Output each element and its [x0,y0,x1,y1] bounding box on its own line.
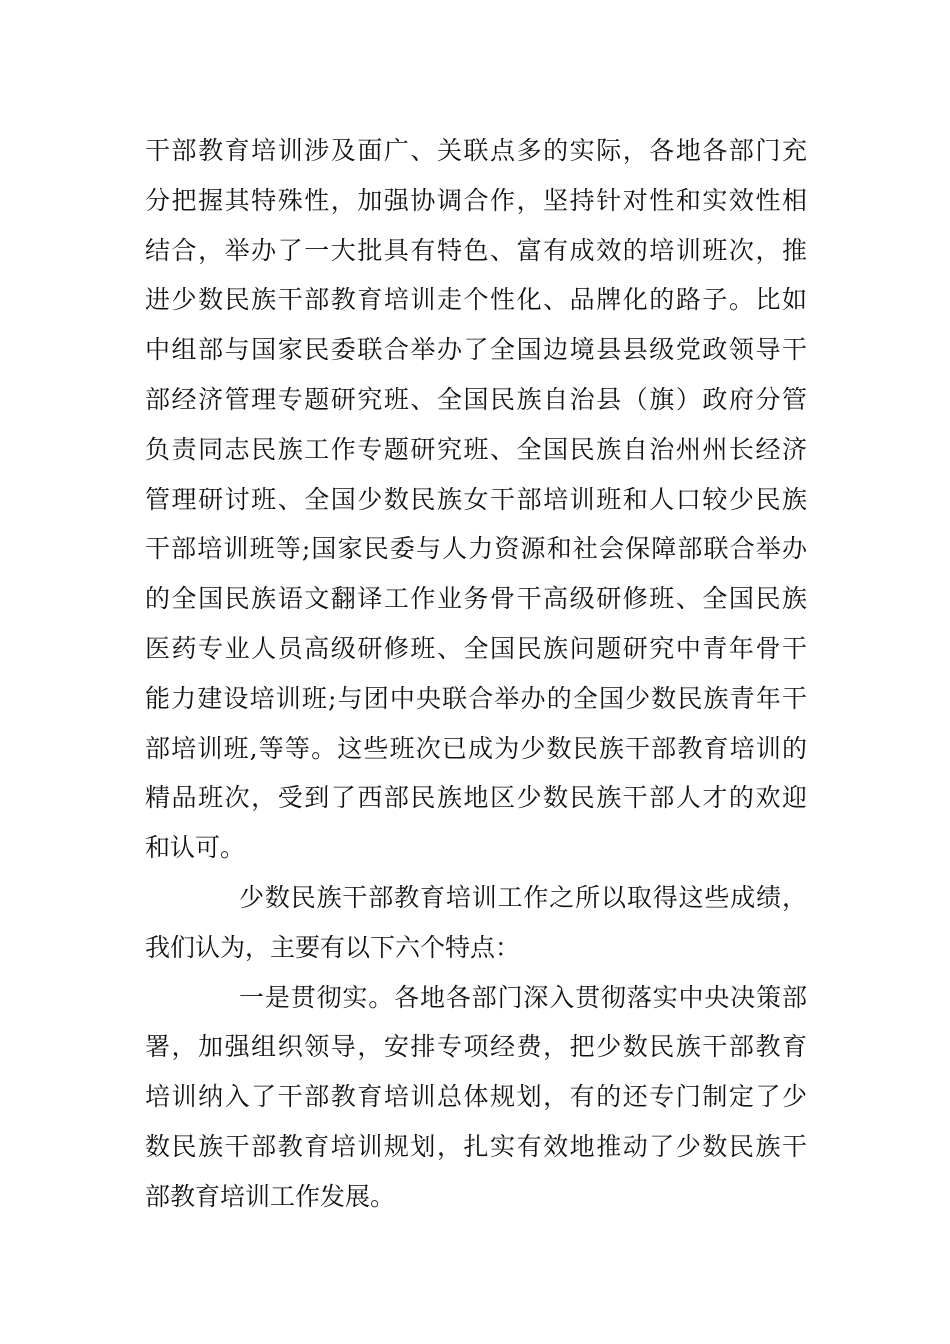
text-line: 部教育培训工作发展。 [145,1181,396,1211]
text-line: 精品班次，受到了西部民族地区少数民族干部人才的欢迎 [145,783,807,813]
text-line: 少数民族干部教育培训工作之所以取得这些成绩， [239,882,807,912]
text-line: 部培训班,等等。这些班次已成为少数民族干部教育培训的 [145,733,807,763]
document-page [145,126,807,1222]
text-line: 的全国民族语文翻译工作业务骨干高级研修班、全国民族 [145,584,807,614]
text-line: 部经济管理专题研究班、全国民族自治县（旗）政府分管 [145,384,807,414]
text-line: 我们认为，主要有以下六个特点： [145,932,521,962]
text-line: 数民族干部教育培训规划，扎实有效地推动了少数民族干 [145,1131,807,1161]
paragraph-2 [145,873,807,973]
text-line: 进少数民族干部教育培训走个性化、品牌化的路子。比如 [145,285,807,315]
text-line: 管理研讨班、全国少数民族女干部培训班和人口较少民族 [145,484,807,514]
text-line: 干部教育培训涉及面广、关联点多的实际，各地各部门充 [145,136,807,165]
text-line: 干部培训班等;国家民委与人力资源和社会保障部联合举办 [145,534,807,564]
text-line: 分把握其特殊性，加强协调合作，坚持针对性和实效性相 [145,185,807,215]
text-line: 医药专业人员高级研修班、全国民族问题研究中青年骨干 [145,633,807,663]
text-line: 一是贯彻实。各地各部门深入贯彻落实中央决策部 [239,982,807,1012]
text-line: 署，加强组织领导，安排专项经费，把少数民族干部教育 [145,1032,807,1062]
text-line: 中组部与国家民委联合举办了全国边境县县级党政领导干 [145,335,807,365]
text-line: 能力建设培训班;与团中央联合举办的全国少数民族青年干 [145,683,807,713]
text-line: 结合，举办了一大批具有特色、富有成效的培训班次，推 [145,235,807,265]
paragraph-1 [145,126,807,873]
text-line: 培训纳入了干部教育培训总体规划，有的还专门制定了少 [145,1082,807,1112]
text-line: 和认可。 [145,833,246,863]
text-line: 负责同志民族工作专题研究班、全国民族自治州州长经济 [145,434,807,464]
paragraph-3 [145,973,807,1222]
